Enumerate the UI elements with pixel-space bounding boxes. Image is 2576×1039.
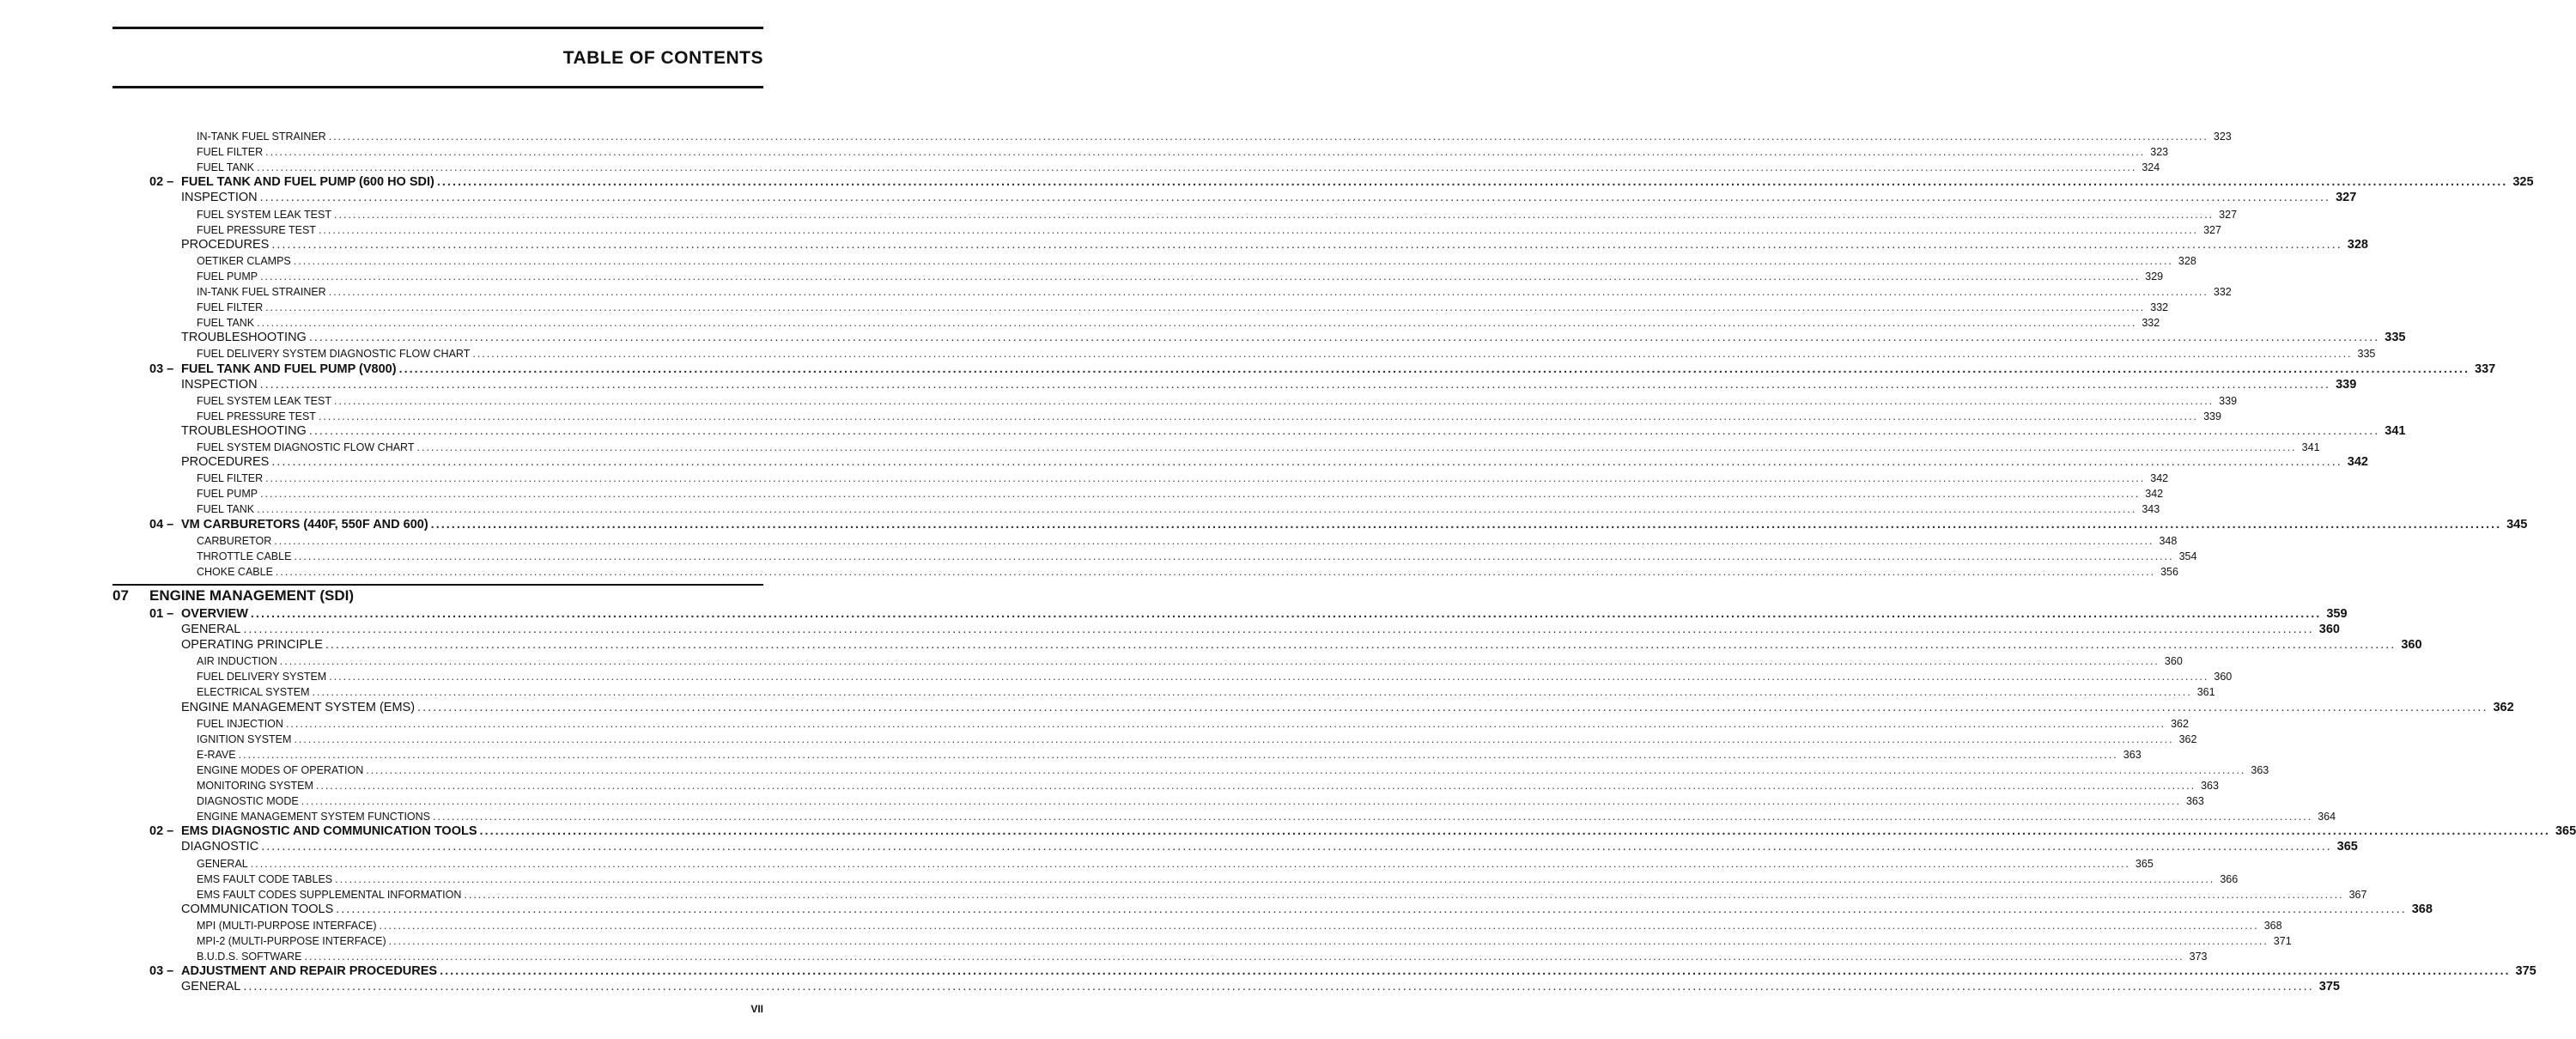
dot-leader: ................................................................................................................................................................................................................................................................................................................................................................................................................ (243, 980, 2314, 994)
dot-leader: ................................................................................................................................................................................................................................................................................................................................................................................................................ (243, 623, 2314, 636)
entry-title: PROCEDURES (181, 455, 270, 470)
entry-page-number: 361 (2196, 686, 2215, 699)
toc-subsection-entry[interactable] (0, 932, 2292, 947)
toc-subsection-entry[interactable] (0, 252, 2196, 267)
dot-leader: ................................................................................................................................................................................................................................................................................................................................................................................................................ (464, 888, 2344, 901)
dot-leader: ................................................................................................................................................................................................................................................................................................................................................................................................................ (472, 348, 2353, 361)
entry-title: FUEL DELIVERY SYSTEM (197, 671, 327, 684)
entry-title: FUEL PUMP (197, 270, 258, 283)
dot-leader: ................................................................................................................................................................................................................................................................................................................................................................................................................ (265, 472, 2146, 485)
dot-leader: ................................................................................................................................................................................................................................................................................................................................................................................................................ (250, 857, 2130, 870)
toc-section-entry[interactable] (0, 453, 2368, 470)
dot-leader: ................................................................................................................................................................................................................................................................................................................................................................................................................ (293, 254, 2173, 267)
entry-page-number: 343 (2142, 503, 2160, 516)
dot-leader: ................................................................................................................................................................................................................................................................................................................................................................................................................ (388, 935, 2269, 947)
toc-subsection-entry[interactable] (0, 916, 2282, 932)
entry-title: FUEL TANK (197, 503, 255, 516)
toc-subsection-entry[interactable] (0, 745, 2142, 761)
entry-page-number: 339 (2336, 377, 2357, 392)
entry-page-number: 359 (2326, 606, 2348, 621)
toc-chapter-entry[interactable] (0, 173, 2534, 190)
entry-page-number: 329 (2145, 270, 2164, 283)
dot-leader: ................................................................................................................................................................................................................................................................................................................................................................................................................ (308, 331, 2380, 345)
dot-leader: ................................................................................................................................................................................................................................................................................................................................................................................................................ (312, 686, 2192, 699)
toc-subsection-entry[interactable] (0, 438, 2320, 453)
toc-subsection-entry[interactable] (0, 776, 2219, 792)
entry-page-number: 362 (2171, 717, 2189, 730)
entry-title: FUEL PRESSURE TEST (197, 223, 316, 236)
entry-page-number: 332 (2142, 317, 2160, 330)
toc-chapter-entry[interactable] (0, 516, 2528, 532)
entry-title: ENGINE MODES OF OPERATION (197, 763, 364, 776)
entry-title: FUEL PRESSURE TEST (197, 410, 316, 422)
toc-section-entry[interactable] (0, 189, 2357, 205)
entry-title: PROCEDURES (181, 237, 270, 252)
entry-page-number: 339 (2219, 394, 2238, 407)
entry-title: AIR INDUCTION (197, 655, 277, 668)
toc-subsection-entry[interactable] (0, 870, 2239, 885)
toc-subsection-entry[interactable] (0, 562, 2178, 578)
entry-page-number: 342 (2347, 455, 2368, 470)
entry-title: B.U.D.S. SOFTWARE (197, 951, 302, 963)
dot-leader: ................................................................................................................................................................................................................................................................................................................................................................................................................ (430, 517, 2502, 532)
entry-title: VM CARBURETORS (440F, 550F AND 600) (181, 517, 428, 532)
toc-subsection-entry[interactable] (0, 127, 2232, 143)
toc-section-entry[interactable] (0, 978, 2340, 994)
entry-page-number: 363 (2185, 795, 2204, 808)
toc-subsection-entry[interactable] (0, 532, 2178, 547)
toc-subsection-entry[interactable] (0, 792, 2204, 808)
entry-title: GENERAL (181, 980, 241, 994)
toc-subsection-entry[interactable] (0, 392, 2238, 407)
entry-page-number: 345 (2506, 517, 2528, 532)
section-number: 07 (112, 586, 129, 604)
toc-subsection-entry[interactable] (0, 761, 2269, 776)
toc-subsection-entry[interactable] (0, 283, 2232, 298)
entry-number: 01 – (149, 606, 174, 621)
dot-leader: ................................................................................................................................................................................................................................................................................................................................................................................................................ (308, 423, 2380, 438)
entry-number: 04 – (149, 517, 174, 532)
entry-page-number: 327 (2336, 191, 2357, 205)
entry-number: 03 – (149, 362, 174, 376)
dot-leader: ................................................................................................................................................................................................................................................................................................................................................................................................................ (440, 964, 2511, 979)
dot-leader: ................................................................................................................................................................................................................................................................................................................................................................................................................ (325, 638, 2397, 653)
entry-page-number: 341 (2385, 423, 2406, 438)
dot-leader: ................................................................................................................................................................................................................................................................................................................................................................................................................ (259, 191, 2331, 205)
dot-leader: ................................................................................................................................................................................................................................................................................................................................................................................................................ (261, 840, 2332, 854)
entry-title: COMMUNICATION TOOLS (181, 902, 334, 916)
dot-leader: ................................................................................................................................................................................................................................................................................................................................................................................................................ (279, 655, 2160, 668)
dot-leader: ................................................................................................................................................................................................................................................................................................................................................................................................................ (479, 824, 2550, 839)
entry-page-number: 328 (2347, 237, 2368, 252)
toc-section-entry[interactable] (0, 636, 2422, 653)
entry-page-number: 365 (2336, 840, 2358, 854)
page-folio: VII (750, 1003, 763, 1015)
entry-page-number: 362 (2178, 732, 2197, 745)
toc-subsection-entry[interactable] (0, 469, 2169, 485)
entry-number: 02 – (149, 175, 174, 190)
entry-title: INSPECTION (181, 191, 258, 205)
toc-subsection-entry[interactable] (0, 714, 2189, 730)
toc-subsection-entry[interactable] (0, 885, 2367, 901)
entry-page-number: 375 (2515, 964, 2537, 979)
entry-page-number: 371 (2273, 935, 2292, 947)
entry-page-number: 366 (2220, 872, 2239, 885)
toc-chapter-entry[interactable] (0, 963, 2537, 979)
dot-leader: ................................................................................................................................................................................................................................................................................................................................................................................................................ (294, 732, 2174, 745)
dot-leader: ................................................................................................................................................................................................................................................................................................................................................................................................................ (271, 455, 2342, 470)
entry-number: 03 – (149, 964, 174, 979)
dot-leader: ................................................................................................................................................................................................................................................................................................................................................................................................................ (417, 700, 2488, 714)
dot-leader: ................................................................................................................................................................................................................................................................................................................................................................................................................ (265, 301, 2146, 314)
toc-section-entry[interactable] (0, 422, 2406, 438)
entry-title: FUEL TANK AND FUEL PUMP (600 HO SDI) (181, 175, 434, 190)
toc-subsection-entry[interactable] (0, 313, 2160, 330)
entry-page-number: 342 (2150, 472, 2169, 485)
toc-subsection-entry[interactable] (0, 807, 2336, 823)
toc-subsection-entry[interactable] (0, 854, 2154, 870)
dot-leader: ................................................................................................................................................................................................................................................................................................................................................................................................................ (335, 872, 2215, 885)
toc-chapter-entry[interactable] (0, 605, 2348, 621)
entry-title: FUEL FILTER (197, 301, 264, 314)
toc-subsection-entry[interactable] (0, 683, 2215, 699)
entry-page-number: 375 (2318, 980, 2340, 994)
dot-leader: ................................................................................................................................................................................................................................................................................................................................................................................................................ (334, 394, 2215, 407)
entry-page-number: 354 (2178, 550, 2197, 562)
entry-title: IN-TANK FUEL STRAINER (197, 131, 326, 143)
entry-title: ADJUSTMENT AND REPAIR PROCEDURES (181, 964, 438, 979)
dot-leader: ................................................................................................................................................................................................................................................................................................................................................................................................................ (366, 763, 2246, 776)
toc-subsection-entry[interactable] (0, 158, 2160, 174)
dot-leader: ................................................................................................................................................................................................................................................................................................................................................................................................................ (328, 131, 2208, 143)
entry-title: FUEL FILTER (197, 472, 264, 485)
toc-chapter-entry[interactable] (0, 823, 2576, 839)
entry-page-number: 324 (2142, 161, 2160, 174)
entry-title: E-RAVE (197, 748, 236, 761)
entry-title: FUEL TANK AND FUEL PUMP (V800) (181, 362, 397, 376)
page-title: TABLE OF CONTENTS (562, 48, 763, 68)
entry-title: IN-TANK FUEL STRAINER (197, 286, 326, 298)
toc-subsection-entry[interactable] (0, 407, 2221, 422)
entry-title: INSPECTION (181, 377, 258, 392)
entry-page-number: 323 (2213, 131, 2232, 143)
entry-page-number: 368 (2411, 902, 2433, 916)
entry-page-number: 332 (2213, 286, 2232, 298)
entry-title: GENERAL (181, 623, 241, 636)
toc-section-entry[interactable] (0, 621, 2340, 636)
entry-page-number: 327 (2219, 208, 2238, 221)
entry-title: FUEL TANK (197, 317, 255, 330)
toc-section-entry[interactable] (0, 236, 2368, 252)
toc-subsection-entry[interactable] (0, 947, 2208, 963)
dot-leader: ................................................................................................................................................................................................................................................................................................................................................................................................................ (260, 488, 2141, 501)
entry-page-number: 342 (2145, 488, 2164, 501)
entry-page-number: 323 (2150, 146, 2169, 159)
entry-title: ELECTRICAL SYSTEM (197, 686, 310, 699)
toc-section-entry[interactable] (0, 329, 2406, 345)
dot-leader: ................................................................................................................................................................................................................................................................................................................................................................................................................ (328, 286, 2208, 298)
entry-title: EMS DIAGNOSTIC AND COMMUNICATION TOOLS (181, 824, 477, 839)
entry-title: MPI-2 (MULTI-PURPOSE INTERFACE) (197, 935, 386, 947)
entry-page-number: 360 (2164, 655, 2183, 668)
entry-title: DIAGNOSTIC (181, 840, 259, 854)
entry-title: TROUBLESHOOTING (181, 423, 307, 438)
entry-title: MPI (MULTI-PURPOSE INTERFACE) (197, 919, 377, 932)
entry-page-number: 360 (2214, 671, 2233, 684)
entry-page-number: 363 (2251, 763, 2269, 776)
section-title: ENGINE MANAGEMENT (SDI) (149, 586, 354, 604)
entry-title: DIAGNOSTIC MODE (197, 795, 299, 808)
entry-page-number: 325 (2512, 175, 2534, 190)
entry-title: FUEL SYSTEM LEAK TEST (197, 394, 331, 407)
dot-leader: ................................................................................................................................................................................................................................................................................................................................................................................................................ (294, 550, 2174, 562)
toc-section-entry[interactable] (0, 376, 2357, 392)
entry-page-number: 332 (2150, 301, 2169, 314)
entry-title: EMS FAULT CODE TABLES (197, 872, 333, 885)
dot-leader: ................................................................................................................................................................................................................................................................................................................................................................................................................ (379, 919, 2259, 932)
toc-subsection-entry[interactable] (0, 221, 2221, 236)
dot-leader: ................................................................................................................................................................................................................................................................................................................................................................................................................ (398, 362, 2470, 376)
dot-leader: ................................................................................................................................................................................................................................................................................................................................................................................................................ (318, 410, 2199, 422)
entry-title: ENGINE MANAGEMENT SYSTEM FUNCTIONS (197, 811, 431, 823)
toc-subsection-entry[interactable] (0, 667, 2233, 684)
entry-title: OVERVIEW (181, 606, 248, 621)
entry-page-number: 341 (2301, 441, 2320, 453)
dot-leader: ................................................................................................................................................................................................................................................................................................................................................................................................................ (304, 951, 2184, 963)
entry-title: CHOKE CABLE (197, 565, 273, 578)
dot-leader: ................................................................................................................................................................................................................................................................................................................................................................................................................ (257, 161, 2137, 174)
entry-page-number: 360 (2318, 623, 2340, 636)
entry-page-number: 335 (2385, 331, 2406, 345)
dot-leader: ................................................................................................................................................................................................................................................................................................................................................................................................................ (315, 780, 2196, 792)
entry-page-number: 335 (2357, 348, 2376, 361)
dot-leader: ................................................................................................................................................................................................................................................................................................................................................................................................................ (265, 146, 2146, 159)
dot-leader: ................................................................................................................................................................................................................................................................................................................................................................................................................ (336, 902, 2407, 916)
toc-subsection-entry[interactable] (0, 484, 2164, 501)
entry-title: FUEL DELIVERY SYSTEM DIAGNOSTIC FLOW CHART (197, 348, 471, 361)
entry-page-number: 348 (2159, 534, 2178, 547)
dot-leader: ................................................................................................................................................................................................................................................................................................................................................................................................................ (257, 503, 2137, 516)
entry-page-number: 373 (2189, 951, 2208, 963)
entry-page-number: 327 (2203, 223, 2221, 236)
toc-subsection-entry[interactable] (0, 267, 2164, 283)
entry-page-number: 360 (2401, 638, 2422, 653)
entry-title: IGNITION SYSTEM (197, 732, 292, 745)
entry-page-number: 365 (2555, 824, 2576, 839)
dot-leader: ................................................................................................................................................................................................................................................................................................................................................................................................................ (257, 317, 2137, 330)
toc-chapter-entry[interactable] (0, 361, 2496, 376)
entry-title: THROTTLE CABLE (197, 550, 292, 562)
entry-page-number: 328 (2178, 254, 2196, 267)
entry-title: FUEL PUMP (197, 488, 258, 501)
toc-subsection-entry[interactable] (0, 205, 2238, 221)
toc-subsection-entry[interactable] (0, 547, 2197, 562)
entry-page-number: 367 (2348, 888, 2367, 901)
entry-title: ENGINE MANAGEMENT SYSTEM (EMS) (181, 700, 416, 714)
dot-leader: ................................................................................................................................................................................................................................................................................................................................................................................................................ (260, 270, 2141, 283)
dot-leader: ................................................................................................................................................................................................................................................................................................................................................................................................................ (285, 717, 2166, 730)
toc-section-entry[interactable] (0, 901, 2433, 916)
entry-title: FUEL FILTER (197, 146, 264, 159)
entry-title: MONITORING SYSTEM (197, 780, 313, 792)
header-bottom-rule (112, 86, 763, 88)
entry-title: OPERATING PRINCIPLE (181, 638, 323, 653)
dot-leader: ................................................................................................................................................................................................................................................................................................................................................................................................................ (329, 671, 2209, 684)
header-top-rule (112, 27, 763, 29)
entry-title: FUEL SYSTEM LEAK TEST (197, 208, 331, 221)
toc-subsection-entry[interactable] (0, 143, 2169, 159)
toc-section-entry[interactable] (0, 838, 2358, 854)
dot-leader: ................................................................................................................................................................................................................................................................................................................................................................................................................ (238, 748, 2118, 761)
entry-page-number: 356 (2160, 565, 2178, 578)
dot-leader: ................................................................................................................................................................................................................................................................................................................................................................................................................ (274, 534, 2154, 547)
entry-title: CARBURETOR (197, 534, 272, 547)
section-heading (112, 586, 763, 605)
toc-subsection-entry[interactable] (0, 344, 2376, 361)
entry-page-number: 339 (2203, 410, 2221, 422)
entry-page-number: 364 (2318, 811, 2336, 823)
entry-page-number: 365 (2135, 857, 2154, 870)
entry-title: GENERAL (197, 857, 248, 870)
toc-subsection-entry[interactable] (0, 730, 2197, 745)
dot-leader: ................................................................................................................................................................................................................................................................................................................................................................................................................ (259, 377, 2331, 392)
entry-title: FUEL TANK (197, 161, 255, 174)
dot-leader: ................................................................................................................................................................................................................................................................................................................................................................................................................ (433, 811, 2313, 823)
dot-leader: ................................................................................................................................................................................................................................................................................................................................................................................................................ (416, 441, 2297, 453)
entry-title: FUEL INJECTION (197, 717, 283, 730)
dot-leader: ................................................................................................................................................................................................................................................................................................................................................................................................................ (275, 565, 2156, 578)
dot-leader: ................................................................................................................................................................................................................................................................................................................................................................................................................ (250, 606, 2322, 621)
entry-page-number: 363 (2201, 780, 2219, 792)
entry-title: OETIKER CLAMPS (197, 254, 291, 267)
entry-number: 02 – (149, 824, 174, 839)
entry-page-number: 337 (2475, 362, 2496, 376)
dot-leader: ................................................................................................................................................................................................................................................................................................................................................................................................................ (301, 795, 2181, 808)
toc-subsection-entry[interactable] (0, 500, 2160, 516)
dot-leader: ................................................................................................................................................................................................................................................................................................................................................................................................................ (436, 175, 2508, 190)
dot-leader: ................................................................................................................................................................................................................................................................................................................................................................................................................ (271, 237, 2342, 252)
dot-leader: ................................................................................................................................................................................................................................................................................................................................................................................................................ (318, 223, 2199, 236)
entry-title: TROUBLESHOOTING (181, 331, 307, 345)
entry-page-number: 363 (2123, 748, 2142, 761)
entry-page-number: 362 (2493, 700, 2514, 714)
toc-subsection-entry[interactable] (0, 652, 2183, 668)
entry-title: FUEL SYSTEM DIAGNOSTIC FLOW CHART (197, 441, 415, 453)
toc-subsection-entry[interactable] (0, 298, 2169, 314)
dot-leader: ................................................................................................................................................................................................................................................................................................................................................................................................................ (334, 208, 2215, 221)
entry-title: EMS FAULT CODES SUPPLEMENTAL INFORMATION (197, 888, 462, 901)
entry-page-number: 368 (2263, 919, 2282, 932)
toc-section-entry[interactable] (0, 699, 2514, 714)
